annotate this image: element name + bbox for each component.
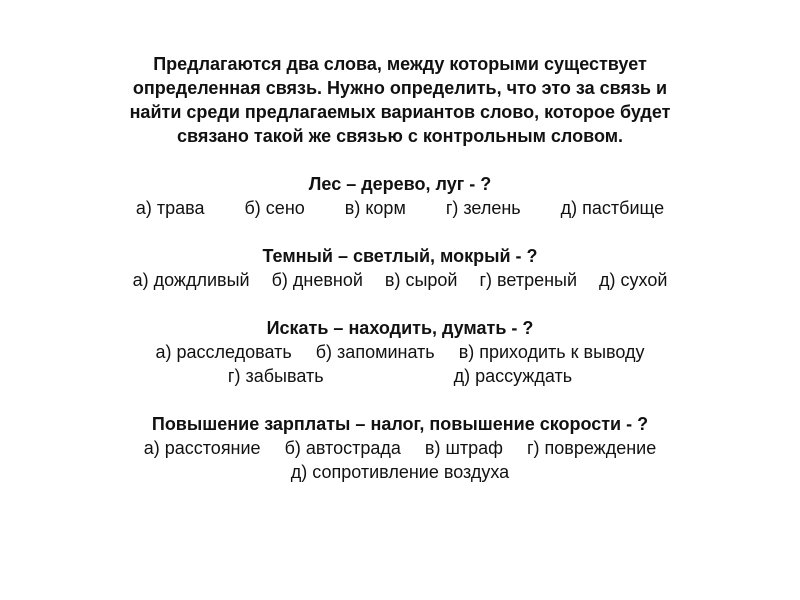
option-b: б) сено [244, 198, 305, 218]
options-row [0, 460, 800, 484]
options-row [0, 364, 800, 388]
options-row [0, 436, 800, 460]
option-b: б) дневной [271, 270, 363, 290]
option-a: а) дождливый [132, 270, 250, 290]
task-question: Повышение зарплаты – налог, повышение скорости - ? [151, 414, 649, 434]
option-a: а) трава [135, 198, 205, 218]
option-d: г) забывать [227, 366, 324, 386]
option-d: г) ветреный [479, 270, 578, 290]
task-1 [0, 172, 800, 220]
instructions-line: определенная связь. Нужно определить, что это за связь и [132, 78, 668, 98]
options-row [0, 268, 800, 292]
task-3 [0, 316, 800, 388]
option-b: б) автострада [284, 438, 401, 458]
option-e: д) пастбище [560, 198, 665, 218]
option-a: а) расследовать [155, 342, 292, 362]
option-e: д) сопротивление воздуха [290, 462, 510, 482]
option-c: в) приходить к выводу [458, 342, 645, 362]
instructions [0, 52, 800, 148]
task-question: Темный – светлый, мокрый - ? [262, 246, 538, 266]
instructions-line: Предлагаются два слова, между которыми существует [153, 54, 647, 74]
options-row [0, 196, 800, 220]
option-b: б) запоминать [315, 342, 435, 362]
task-question: Искать – находить, думать - ? [266, 318, 534, 338]
instructions-line: связано такой же связью с контрольным словом. [176, 126, 624, 146]
option-d: г) повреждение [526, 438, 657, 458]
option-a: а) расстояние [143, 438, 261, 458]
option-d: г) зелень [445, 198, 521, 218]
task-question: Лес – дерево, луг - ? [308, 174, 492, 194]
option-c: в) сырой [384, 270, 458, 290]
option-e: д) рассуждать [453, 366, 573, 386]
options-row [0, 340, 800, 364]
option-c: в) штраф [424, 438, 503, 458]
option-e: д) сухой [599, 270, 668, 290]
task-2 [0, 244, 800, 292]
task-4 [0, 412, 800, 484]
instructions-line: найти среди предлагаемых вариантов слово, которое будет [129, 102, 671, 122]
option-c: в) корм [344, 198, 406, 218]
